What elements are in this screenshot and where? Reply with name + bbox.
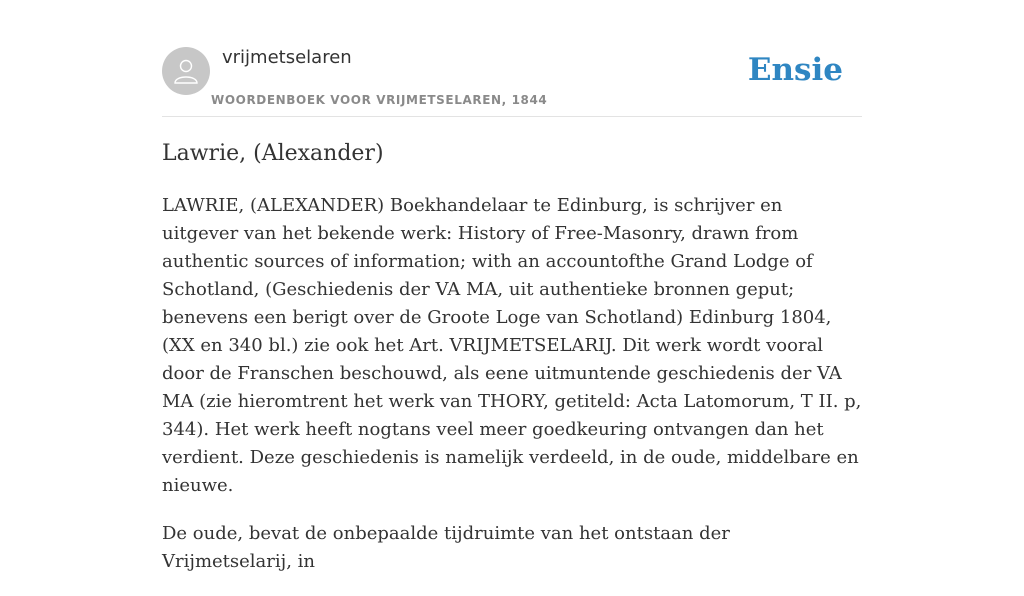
avatar[interactable] bbox=[162, 47, 210, 95]
article-body bbox=[162, 192, 864, 596]
page-title: Lawrie, (Alexander) bbox=[162, 141, 384, 166]
source-label[interactable]: WOORDENBOEK VOOR VRIJMETSELAREN, 1844 bbox=[211, 93, 548, 107]
header bbox=[162, 46, 862, 117]
article-paragraph: De oude, bevat de onbepaalde tijdruimte van het ontstaan der Vrijmetselarij, in bbox=[162, 523, 730, 572]
user-icon bbox=[171, 56, 201, 86]
article-paragraph: LAWRIE, (ALEXANDER) Boekhandelaar te Edinburg, is schrijver en uitgever van het bekende werk: History of Free-Masonry, drawn from authentic sources of information; with an accountofthe Grand Lodge of Schotland, (Geschiedenis der VA MA, uit authentieke bronnen geput; benevens een berigt over de Groote Loge van Schotland) Edinburg 1804, (XX en 340 bl.) zie ook het Art. VRIJMETSELARIJ. Dit werk wordt vooral door de Franschen beschouwd, als eene uitmuntende geschiedenis der VA MA (zie hieromtrent het werk van THORY, getiteld: Acta Latomorum, T II. p, 344). Het werk heeft nogtans veel meer goedkeuring ontvangen dan het verdient. Deze geschiedenis is namelijk verdeeld, in de oude, middelbare en nieuwe. bbox=[162, 195, 862, 496]
author-name[interactable]: vrijmetselaren bbox=[222, 47, 352, 68]
ensie-logo[interactable]: Ensie bbox=[747, 52, 843, 88]
